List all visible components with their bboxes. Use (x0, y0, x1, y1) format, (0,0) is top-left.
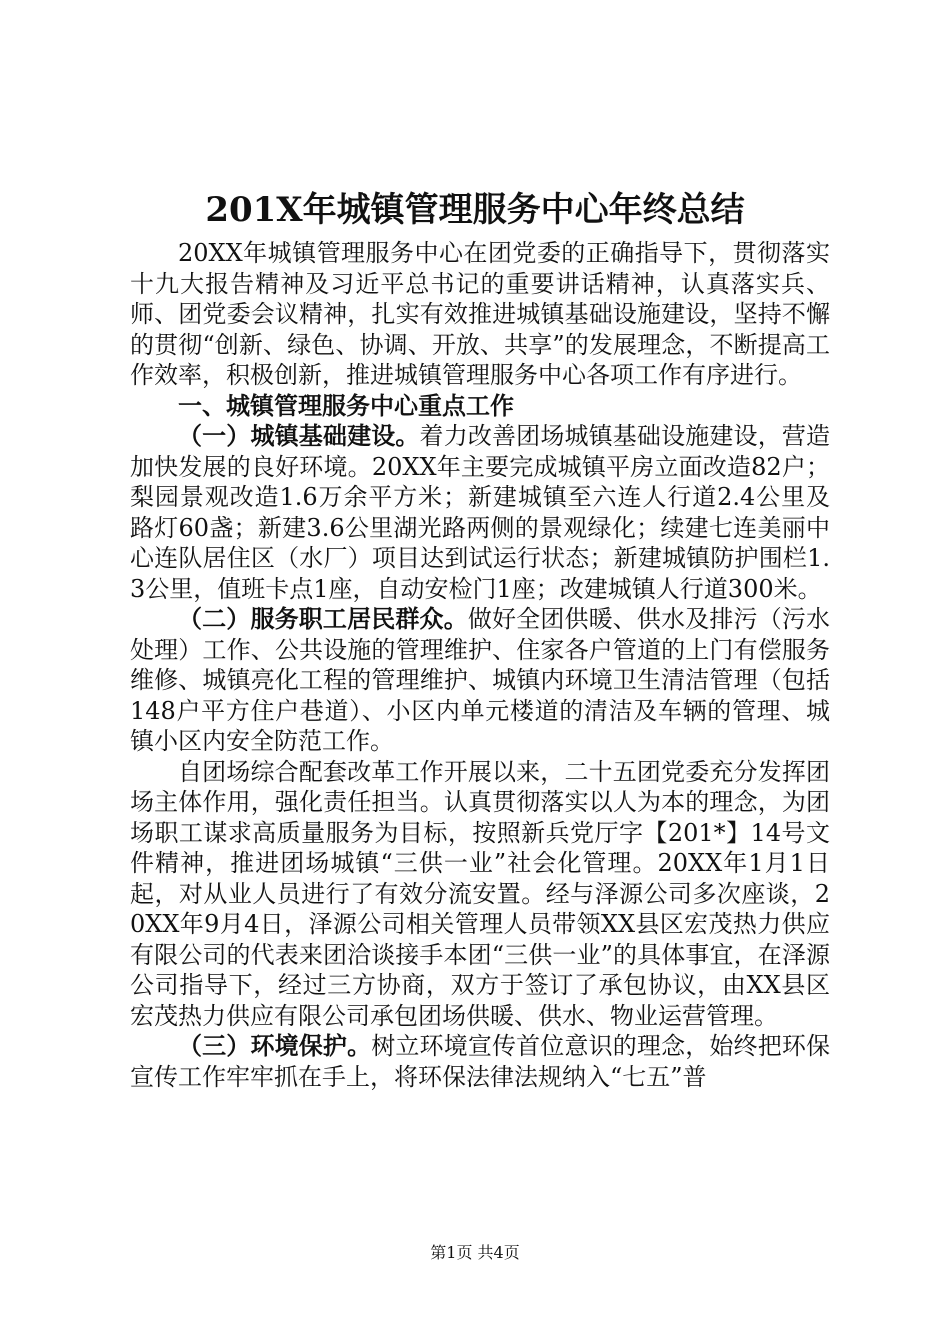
reform-paragraph: 自团场综合配套改革工作开展以来，二十五团党委充分发挥团场主体作用，强化责任担当。认真贯彻落实以人为本的理念，为团场职工谋求高质量服务为目标，按照新兵党厅字【201*】14号文件精神，推进团场城镇“三供一业”社会化管理。20XX年1月1日起，对从业人员进行了有效分流安置。经与泽源公司多次座谈，20XX年9月4日，泽源公司相关管理人员带领XX县区宏茂热力供应有限公司的代表来团洽谈接手本团“三供一业”的具体事宜，在泽源公司指导下，经过三方协商，双方于签订了承包协议，由XX县区宏茂热力供应有限公司承包团场供暖、供水、物业运营管理。 (130, 757, 830, 1030)
item-infrastructure-lead: （一）城镇基础建设。 (178, 421, 420, 450)
item-services-paragraph (130, 604, 830, 757)
item-environment-paragraph (130, 1031, 830, 1092)
item-infrastructure-paragraph (130, 421, 830, 604)
item-services-lead: （二）服务职工居民群众。 (178, 604, 468, 633)
section-heading: 一、城镇管理服务中心重点工作 (178, 390, 514, 420)
item-infrastructure-text: 着力改善团场城镇基础设施建设，营造加快发展的良好环境。20XX年主要完成城镇平房立面改造82户；梨园景观改造1.6万余平方米；新建城镇至六连人行道2.4公里及路灯60盏；新建3.6公里湖光路两侧的景观绿化；续建七连美丽中心连队居住区（水厂）项目达到试运行状态；新建城镇防护围栏1.3公里，值班卡点1座，自动安检门1座；改建城镇人行道300米。 (130, 422, 831, 603)
page-footer: 第1页 共4页 (430, 1243, 520, 1262)
item-environment-text: 树立环境宣传首位意识的理念，始终把环保宣传工作牢牢抓在手上，将环保法律法规纳入“七五”普 (130, 1032, 831, 1091)
document-title: 201X年城镇管理服务中心年终总结 (205, 190, 745, 230)
document-body (130, 238, 830, 1092)
item-services-text: 做好全团供暖、供水及排污（污水处理）工作、公共设施的管理维护、住家各户管道的上门有偿服务维修、城镇亮化工程的管理维护、城镇内环境卫生清洁管理（包括148户平方住户巷道）、小区内单元楼道的清洁及车辆的管理、城镇小区内安全防范工作。 (130, 605, 831, 755)
item-environment-lead: （三）环境保护。 (178, 1031, 372, 1060)
intro-paragraph: 20XX年城镇管理服务中心在团党委的正确指导下，贯彻落实十九大报告精神及习近平总书记的重要讲话精神，认真落实兵、师、团党委会议精神，扎实有效推进城镇基础设施建设，坚持不懈的贯彻“创新、绿色、协调、开放、共享”的发展理念，不断提高工作效率，积极创新，推进城镇管理服务中心各项工作有序进行。 (130, 239, 830, 389)
